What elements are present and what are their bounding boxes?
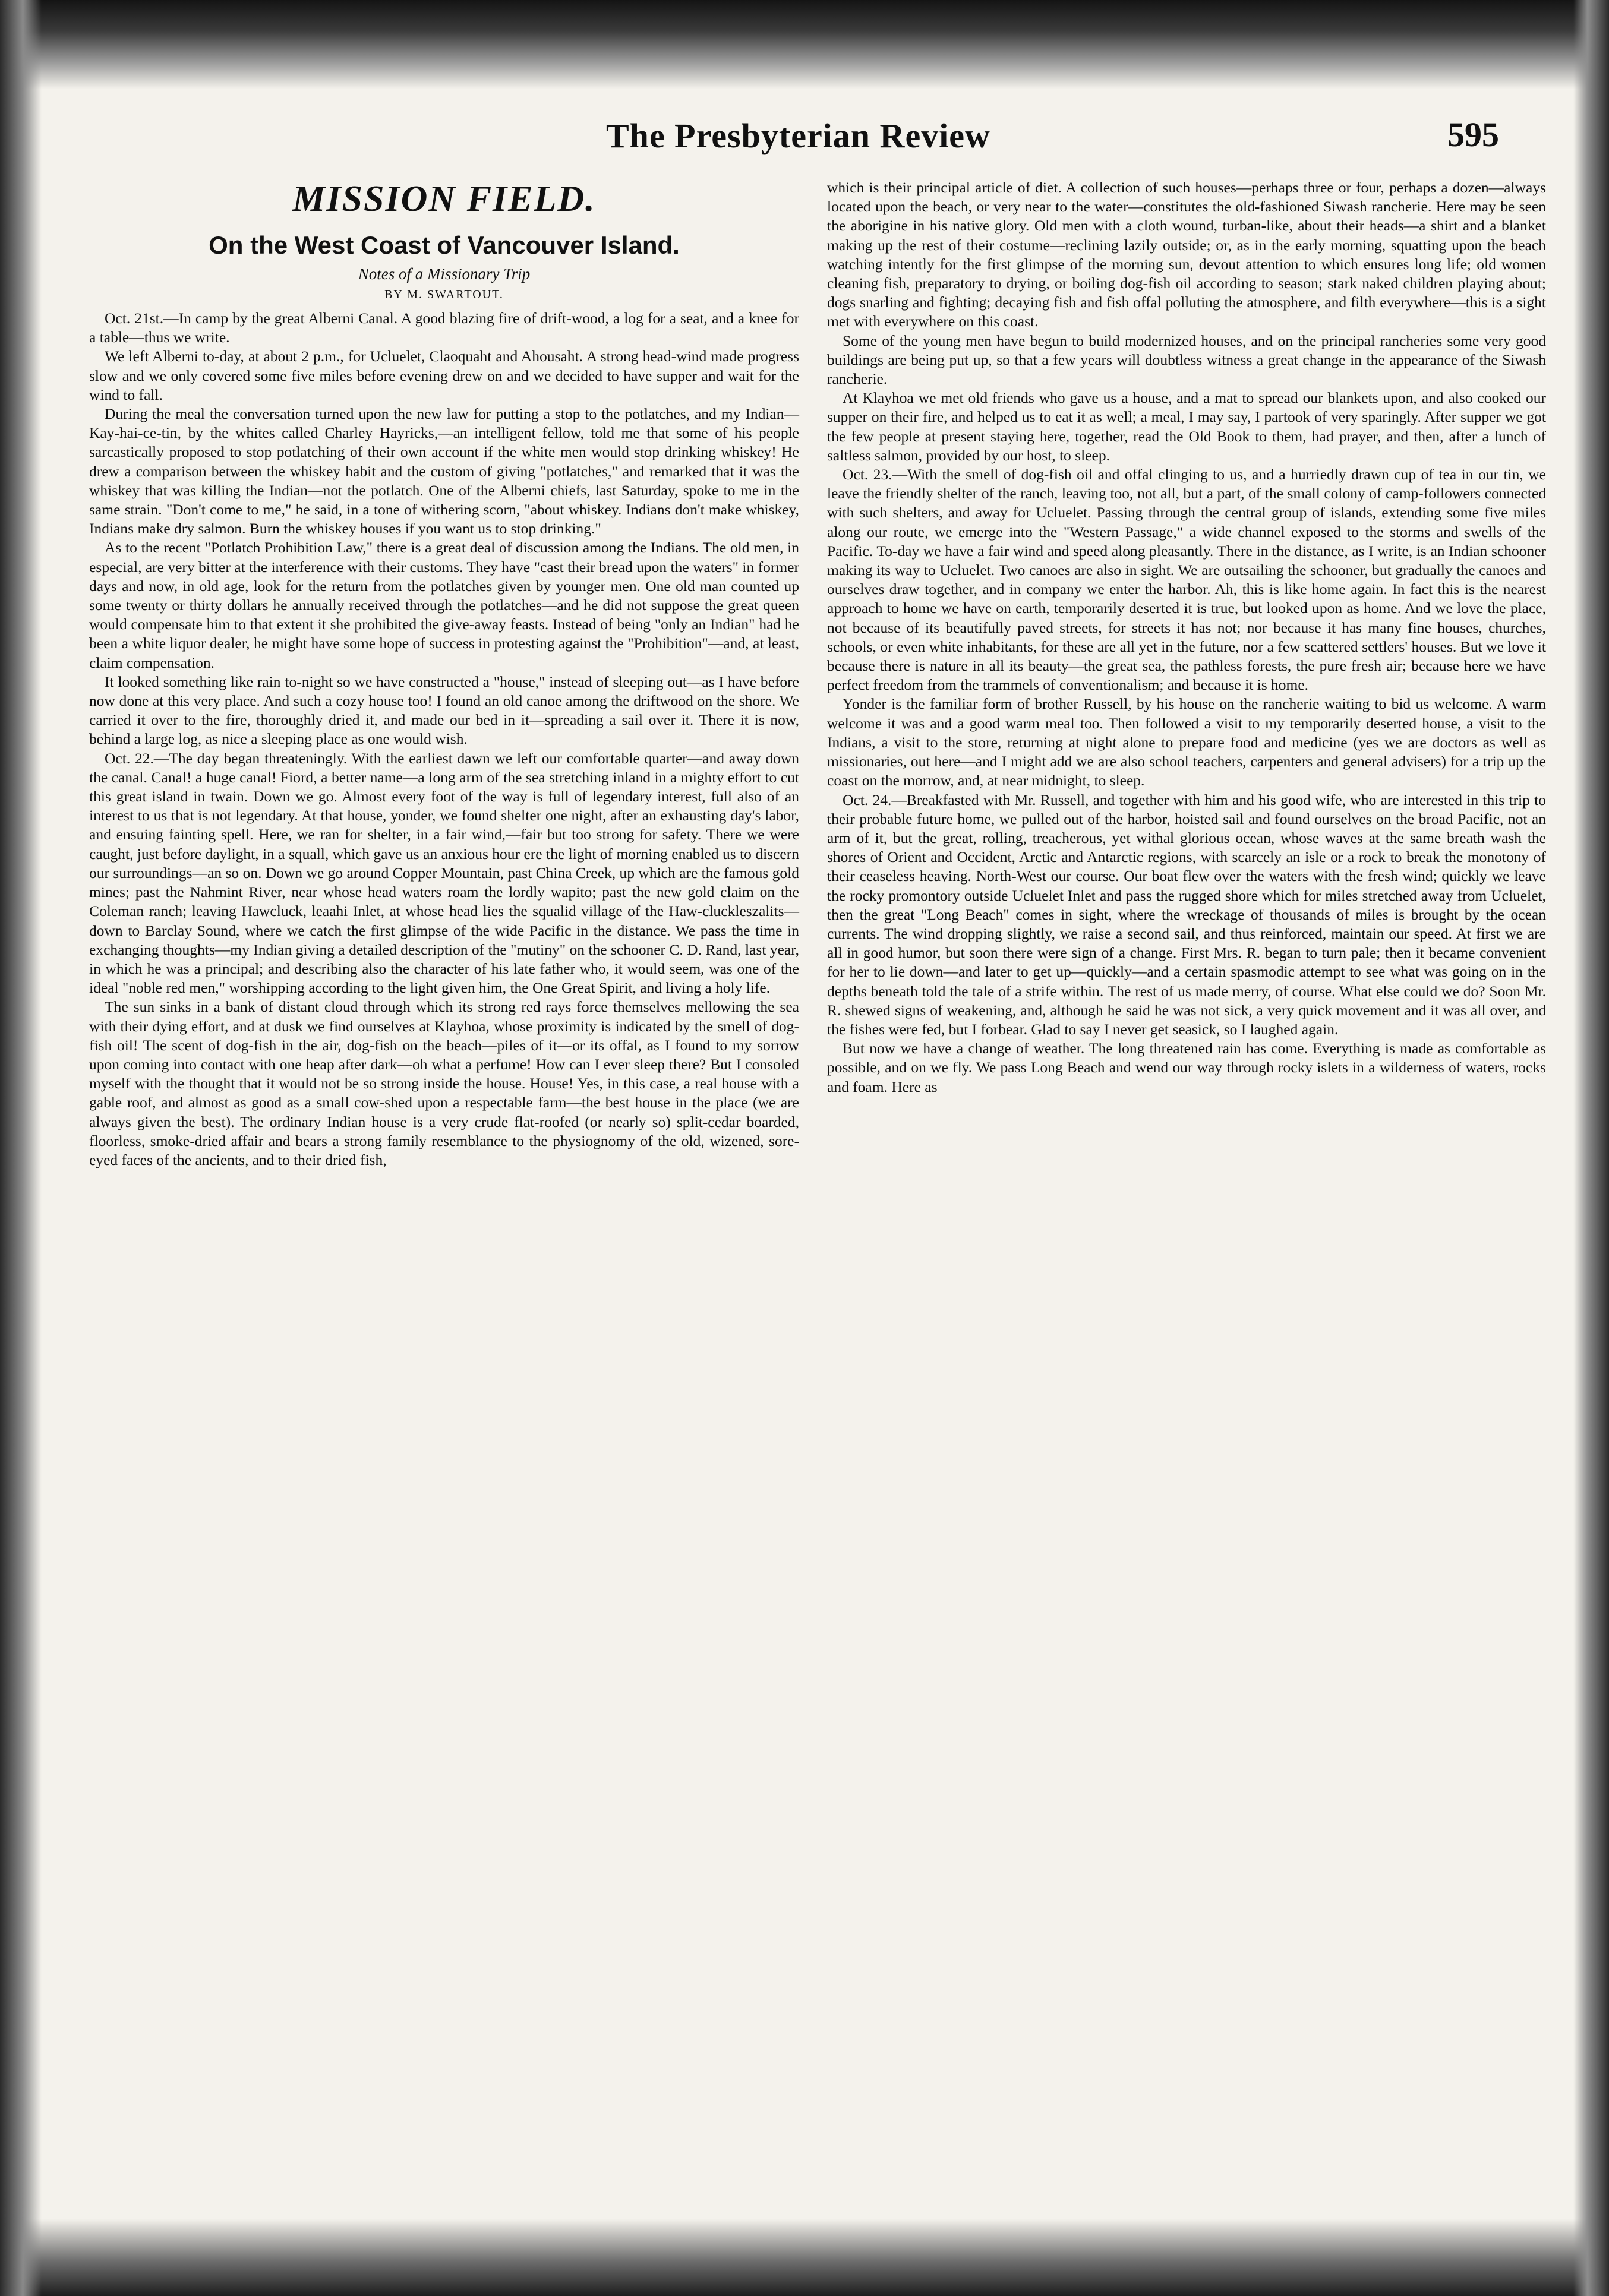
scan-border-bottom — [0, 2219, 1609, 2296]
article-title: On the West Coast of Vancouver Island. — [209, 231, 680, 259]
byline: BY M. SWARTOUT. — [384, 288, 504, 301]
left-column — [89, 178, 799, 1170]
section-title: MISSION FIELD. — [292, 179, 596, 219]
scan-border-top — [0, 0, 1609, 89]
paragraph: At Klayhoa we met old friends who gave us a house, and a mat to spread our blankets upon, and also cooked our supper on their fire, and helped us to eat it as well; a meal, I may say, I partook of very sparingly. After supper we got the few people at present staying here, together, read the Old Book to them, had prayer, and then, after a lunch of saltless salmon, provided by our host, to sleep. — [827, 389, 1546, 464]
paragraph: Yonder is the familiar form of brother Russell, by his house on the rancherie waiting to bid us welcome. A warm welcome it was and a good warm meal too. Then followed a visit to my temporarily deserted house, a visit to the Indians, a visit to the store, returning at night alone to prepare food and medicine (yes we are doctors as well as missionaries, out here—and I might add we are also school teachers, carpenters and general advisers) for a trip up the coast on the morrow, and, at near midnight, to sleep. — [827, 695, 1546, 789]
paragraph: Oct. 21st.—In camp by the great Alberni Canal. A good blazing fire of drift-wood, a log for a seat, and a knee for a table—thus we write. — [89, 309, 799, 346]
paragraph: The sun sinks in a bank of distant cloud through which its strong red rays force themselves mellowing the sea with their dying effort, and at dusk we find ourselves at Klayhoa, whose proximity is indicated by the smell of dog-fish oil! The scent of dog-fish in the air, dog-fish on the beach—piles of it—or its offal, as I found to my sorrow upon coming into contact with one heap after dark—oh what a perfume! How can I ever sleep there? But I consoled myself with the thought that it would not be so strong inside the house. House! Yes, in this case, a real house with a gable roof, and almost as good as a small cow-shed upon a respectable farm—the best house in the place (we are always given the best). The ordinary Indian house is a very crude flat-roofed (or nearly so) split-cedar boarded, floorless, smoke-dried affair and bears a strong family resemblance to the physiognomy of the old, wizened, sore-eyed faces of the ancients, and to their dried fish, — [89, 998, 799, 1168]
right-column — [827, 178, 1546, 1097]
paragraph: Oct. 22.—The day began threateningly. With the earliest dawn we left our comfortable quarter—and away down the canal. Canal! a huge canal! Fiord, a better name—a long arm of the sea stretching inland in a mighty effort to cut this great island in twain. Down we go. Almost every foot of the way is full of legendary interest, full also of an interest to us that is not legendary. At that house, yonder, we found shelter one night, after an exhausting day's labor, and ensuing fainting spell. Here, we ran for shelter, in a fair wind,—fair but too strong for safety. There we were caught, just before daylight, in a squall, which gave us an anxious hour ere the light of morning enabled us to discern our surroundings—an so on. Down we go around Copper Mountain, past China Creek, up which are the famous gold mines; past the Nahmint River, near whose head waters roam the lordly wapito; past the new gold claim on the Coleman ranch; leaving Hawcluck, leaahi Inlet, at whose head lies the squalid village of the Haw-cluckleszalits—down to Barclay Sound, where we catch the first glimpse of the wide Pacific in the distance. We pass the time in exchanging thoughts—my Indian giving a detailed description of the "mutiny" on the schooner C. D. Rand, last year, in which he was a principal; and describing also the character of his late father who, it would seem, was one of the ideal "noble red men," worshipping according to the light given him, the One Great Spirit, and living a holy life. — [89, 749, 799, 997]
paragraph: which is their principal article of diet. A collection of such houses—perhaps three or four, perhaps a dozen—always located upon the beach, or very near to the water—constitutes the old-fashioned Siwash rancherie. Here may be seen the aborigine in his native glory. Old men with a cloth wound, turban-like, about their heads—a shirt and a blanket making up the rest of their costume—reclining lazily outside; or, as in the early morning, squatting upon the beach watching intently for the first glimpse of the morning sun, devout attention to which ensures long life; old women cleaning fish, preparatory to drying, or boiling dog-fish oil according to season; stark naked children playing about; dogs snarling and fighting; decaying fish and fish offal polluting the atmosphere, and filth everywhere—this is a sight met with everywhere on this coast. — [827, 179, 1546, 330]
paragraph: Oct. 24.—Breakfasted with Mr. Russell, and together with him and his good wife, who are interested in this trip to their probable future home, we pulled out of the harbor, hoisted sail and found ourselves on the broad Pacific, not an arm of it, but the great, rolling, treacherous, yet withal glorious ocean, whose waves at the same breath wash the shores of Orient and Occident, Arctic and Antarctic regions, with scarcely an isle or a rock to break the monotony of their ceaseless heaving. North-West our course. Our boat flew over the waters with the fresh wind; quickly we leave the rocky promontory outside Ucluelet Inlet and pass the rugged shore which for miles stretched away from Ucluelet, then the great "Long Beach" comes in sight, where the wreckage of thousands of miles is brought by the ocean currents. The wind dropping slightly, we raise a second sail, and thus reinforced, maintain our speed. At first we are all in good humor, but soon there were sign of a change. First Mrs. R. began to turn pale; then it became convenient for her to lie down—and later to get up—quickly—and a certain spasmodic attempt to see what was going on in the depths beneath told the tale of a strife within. The rest of us made merry, of course. What else could we do? Soon Mr. R. shewed signs of weakening, and, although he said he was not sick, a very quick movement and it was all over, and the fishes were fed, but I forbear. Glad to say I never get seasick, so I laughed again. — [827, 791, 1546, 1038]
scan-border-right — [1573, 0, 1609, 2296]
paragraph: During the meal the conversation turned upon the new law for putting a stop to the potlatches, and my Indian—Kay-hai-ce-tin, by the whites called Charley Hayricks,—an intelligent fellow, told me that some of his people sarcastically proposed to stop potlatching of their own account if the white men would stop drinking whiskey! He drew a comparison between the whiskey habit and the custom of giving "potlatches," and remarked that it was the whiskey that was killing the Indian—not the potlatch. One of the Alberni chiefs, last Saturday, spoke to me in the same strain. "Don't come to me," he said, in a tone of withering scorn, "about whiskey. Indians don't make whiskey, Indians make dry salmon. Burn the whiskey houses if you want us to stop drinking." — [89, 405, 799, 538]
article-subtitle: Notes of a Missionary Trip — [358, 265, 531, 283]
page-number: 595 — [1447, 115, 1499, 154]
paragraph: Oct. 23.—With the smell of dog-fish oil and offal clinging to us, and a hurriedly drawn cup of tea in our tin, we leave the friendly shelter of the ranch, leaving too, not all, but a part, of the small colony of camp-followers connected with such shelters, and away for Ucluelet. Passing through the central group of islands, extending some five miles along our route, we emerge into the "Western Passage," a wide channel exposed to the storms and swells of the Pacific. To-day we have a fair wind and speed along pleasantly. There in the distance, as I write, is an Indian schooner making its way to Ucluelet. Two canoes are also in sight. We are outsailing the schooner, but gradually the canoes and ourselves draw together, and in company we enter the harbor. Ah, this is like home again. In fact this is the nearest approach to home we have on earth, temporarily deserted it is true, but looked upon as home. And we love the place, not because of its beautifully paved streets, for streets it has not; nor because it has many fine houses, churches, schools, or even white inhabitants, for these are all yet in the future, nor a few scattered settlers' houses. But we love it because there is nature in all its beauty—the great sea, the pathless forests, the pure fresh air; because here we have perfect freedom from the trammels of conventionalism; and because it is home. — [827, 466, 1546, 694]
paragraph: Some of the young men have begun to build modernized houses, and on the principal rancheries some very good buildings are being put up, so that a few years will doubtless witness a great change in the appearance of the Siwash rancherie. — [827, 331, 1546, 388]
paragraph: But now we have a change of weather. The long threatened rain has come. Everything is made as comfortable as possible, and on we fly. We pass Long Beach and wend our way through rocky islets in a wilderness of waters, rocks and foam. Here as — [827, 1040, 1546, 1095]
scan-border-left — [0, 0, 42, 2296]
paragraph: It looked something like rain to-night so we have constructed a "house," instead of sleeping out—as I have before now done at this very place. And such a cozy house too! I found an old canoe among the driftwood on the shore. We carried it over to the fire, thoroughly dried it, and made our bed in it—spreading a sail over it. There it is now, behind a large log, as nice a sleeping place as one would wish. — [89, 672, 799, 748]
page-header — [89, 116, 1526, 163]
paragraph: We left Alberni to-day, at about 2 p.m., for Ucluelet, Claoquaht and Ahousaht. A strong head-wind made progress slow and we only covered some five miles before evening drew on and we decided to have supper and wait for the wind to fall. — [89, 348, 799, 403]
paragraph: As to the recent "Potlatch Prohibition Law," there is a great deal of discussion among the Indians. The old men, in especial, are very bitter at the interference with their customs. They have "cast their bread upon the waters" in former days and now, in old age, look for the return from the potlatches given by younger men. One old man counted up some twenty or thirty dollars he annually received through the potlatches—and he did not suppose the great queen would compensate him to that extent it she prohibited the give-away feasts. Instead of being "only an Indian" had he been a white liquor dealer, he might have some hope of success in protesting against the "Prohibition"—and, at least, claim compensation. — [89, 539, 799, 671]
journal-title: The Presbyterian Review — [606, 116, 990, 155]
